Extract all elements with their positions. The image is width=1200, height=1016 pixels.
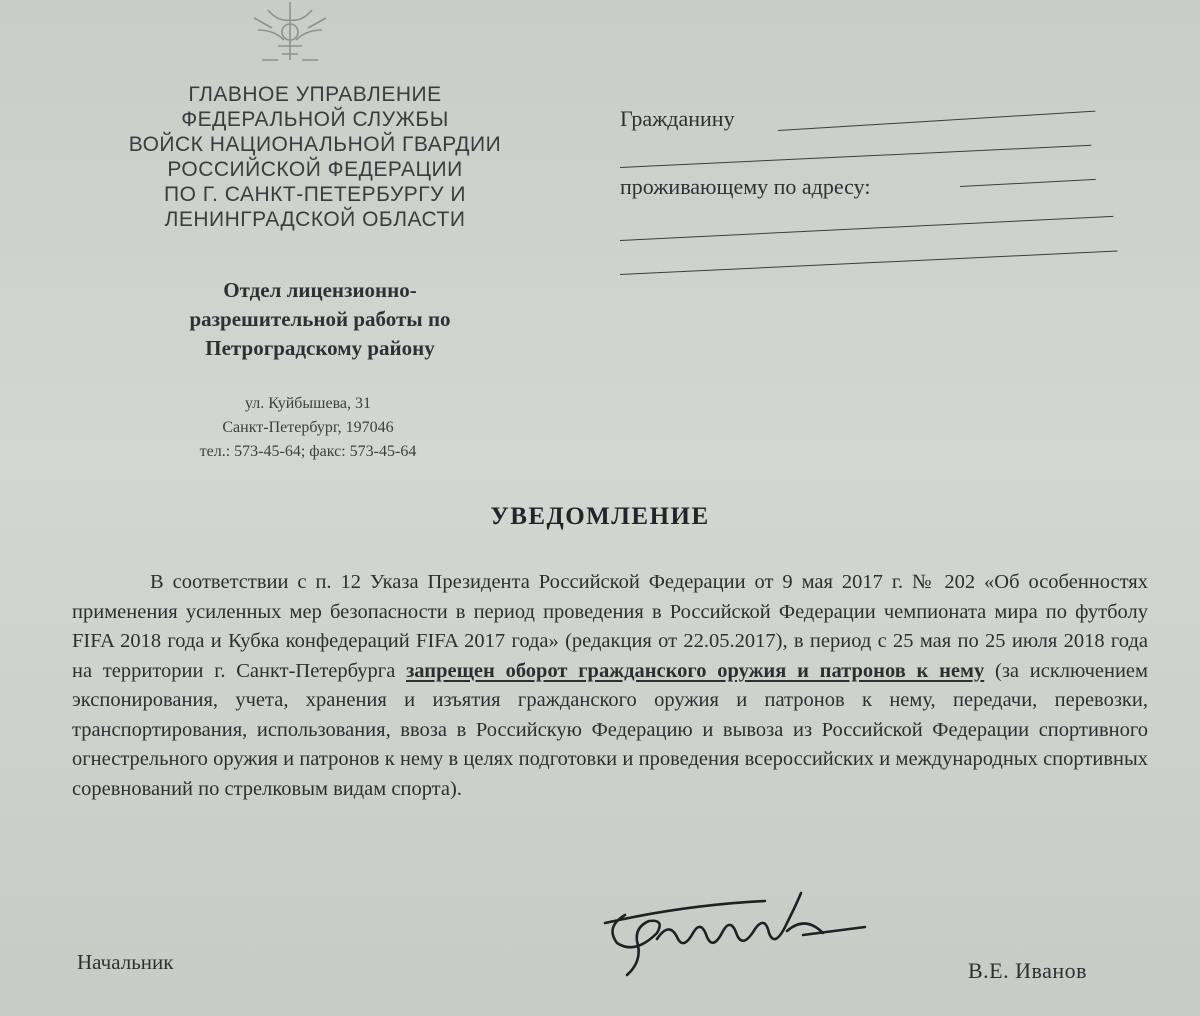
org-line: ЛЕНИНГРАДСКОЙ ОБЛАСТИ — [164, 208, 466, 231]
document-body — [72, 568, 1148, 804]
body-text: В соответствии с п. 12 Указа Президента Российской Федерации от 9 мая 2017 г. № 202 «Об особенностях применения усиленных мер безопасности в период проведения в Российской Федерации чемпионата мира по футболу FIFA 2018 года и Кубка конфедераций FIFA 2017 года» (редакция от 22.05.2017), в период с 25 мая по 25 июля 2018 года на территории г. Санкт-Петербурга — [72, 571, 1148, 682]
dept-line: разрешительной работы по — [189, 307, 451, 331]
emblem-icon — [248, 0, 332, 64]
recipient-name-line-2 — [620, 145, 1092, 168]
recipient-address-line-2 — [620, 216, 1113, 241]
org-line: ФЕДЕРАЛЬНОЙ СЛУЖБЫ — [181, 108, 449, 131]
body-emphasis: запрещен оборот гражданского оружия и патронов к нему — [406, 659, 985, 682]
sender-address — [148, 392, 468, 464]
department-name — [100, 276, 540, 363]
signer-name: В.Е. Иванов — [968, 958, 1088, 983]
address-line: ул. Куйбышева, 31 — [244, 395, 372, 412]
citizen-label: Гражданину — [620, 106, 735, 131]
handwritten-signature — [565, 875, 885, 985]
dept-line: Петроградскому району — [205, 336, 435, 360]
document-title: УВЕДОМЛЕНИЕ — [490, 503, 710, 530]
address-line: тел.: 573-45-64; факс: 573-45-64 — [199, 443, 417, 460]
body-text-continued: (за исключением экспонирования, учета, хранения и изъятия гражданского оружия и патронов к нему, передачи, перевозки, транспортирования, использования, ввоза в Российскую Федерацию и вывоза из Российской Федерации спортивного огнестрельного оружия и патронов к нему в целях подготовки и проведения всероссийских и международных спортивных соревнований по стрелковым видам спорта). — [72, 659, 1148, 800]
org-line: ВОЙСК НАЦИОНАЛЬНОЙ ГВАРДИИ — [128, 133, 502, 156]
org-line: ПО Г. САНКТ-ПЕТЕРБУРГУ И — [164, 183, 466, 206]
org-line: ГЛАВНОЕ УПРАВЛЕНИЕ — [188, 83, 442, 106]
address-label: проживающему по адресу: — [620, 174, 871, 199]
address-line: Санкт-Петербург, 197046 — [222, 419, 394, 436]
recipient-address-line — [960, 179, 1096, 187]
dept-line: Отдел лицензионно- — [223, 278, 417, 302]
signer-position: Начальник — [77, 950, 174, 974]
recipient-address-line-3 — [620, 251, 1117, 275]
recipient-name-line — [778, 111, 1095, 131]
org-line: РОССИЙСКОЙ ФЕДЕРАЦИИ — [167, 158, 463, 181]
organization-name — [70, 82, 560, 232]
